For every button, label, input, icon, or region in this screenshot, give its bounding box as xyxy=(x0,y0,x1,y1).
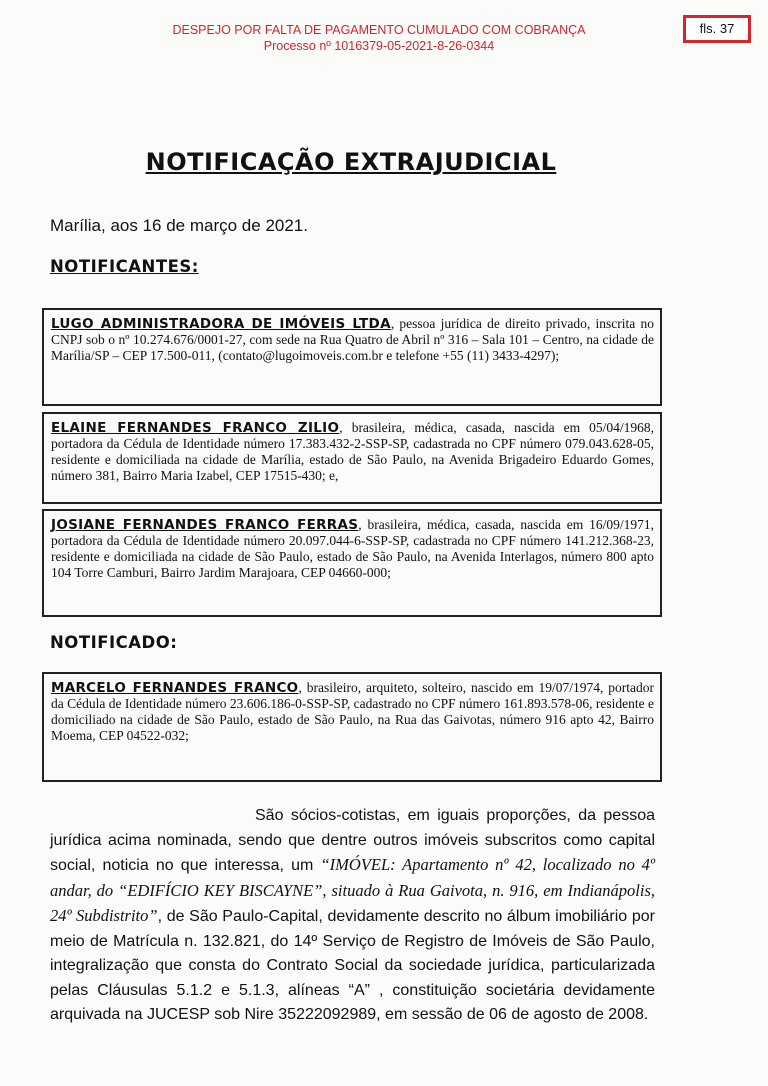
party-details: , brasileira, médica, casada, nascida em 05/04/1968, portadora da Cédula de Identidade número 17.383.432-2-SSP-SP, cadastrada no CPF número 079.043.628-05, residente e domiciliada na cidade de Marília, estado de São Paulo, na Avenida Brigadeiro Eduardo Gomes, número 381, Bairro Maria Izabel, CEP 17515-430; e, xyxy=(51,420,654,483)
document-title: NOTIFICAÇÃO EXTRAJUDICIAL xyxy=(145,148,557,176)
notificantes-heading: NOTIFICANTES: xyxy=(50,257,199,276)
party-name: LUGO ADMINISTRADORA DE IMÓVEIS LTDA xyxy=(51,316,391,332)
page-number-stamp: fls. 37 xyxy=(683,15,751,43)
notificado-box xyxy=(42,672,662,782)
body-paragraph xyxy=(50,804,655,1028)
notificado-heading: NOTIFICADO: xyxy=(50,633,178,652)
body-quote: “IMÓVEL: Apartamento nº 42, localizado no 4º andar, do “EDIFÍCIO KEY BISCAYNE”, situado à Rua Gaivota, n. 916, em Indianápolis, 24º Subdistrito” xyxy=(50,855,656,925)
party-box-company xyxy=(42,308,662,406)
document-header xyxy=(80,22,678,54)
party-box-elaine xyxy=(42,412,662,504)
party-details: , brasileira, médica, casada, nascida em 16/09/1971, portadora da Cédula de Identidade número 20.097.044-6-SSP-SP, cadastrada no CPF número 141.212.368-23, residente e domiciliada na cidade de São Paulo, estado de São Paulo, na Avenida Interlagos, número 800 apto 104 Torre Camburi, Bairro Jardim Marajoara, CEP 04660-000; xyxy=(51,517,654,580)
header-case-type: DESPEJO POR FALTA DE PAGAMENTO CUMULADO COM COBRANÇA xyxy=(172,23,586,37)
notificado-details: , brasileiro, arquiteto, solteiro, nascido em 19/07/1974, portador da Cédula de Identidade número 23.606.186-0-SSP-SP, cadastrado no CPF número 161.893.578-06, residente e domiciliado na cidade de São Paulo, estado de São Paulo, na Rua das Gaivotas, número 916 apto 42, Bairro Moema, CEP 04522-032; xyxy=(51,680,654,743)
body-text-part2: , de São Paulo-Capital, devidamente descrito no álbum imobiliário por meio de Matrícula n. 132.821, do 14º Serviço de Registro de Imóveis de São Paulo, integralização que consta do Contrato Social da sociedade jurídica, particularizada pelas Cláusulas 5.1.2 e 5.1.3, alíneas “A” , constituição societária devidamente arquivada na JUCESP sob Nire 35222092989, em sessão de 06 de agosto de 2008. xyxy=(50,908,655,1023)
party-name: JOSIANE FERNANDES FRANCO FERRAS xyxy=(51,517,359,533)
header-process-number: Processo nº 1016379-05-2021-8-26-0344 xyxy=(263,39,495,53)
party-details: , pessoa jurídica de direito privado, inscrita no CNPJ sob o nº 10.274.676/0001-27, com sede na Rua Quatro de Abril nº 316 – Sala 101 – Centro, na cidade de Marília/SP – CEP 17.500-011, (contato@lugoimoveis.com.br e telefone +55 (11) 3433-4297); xyxy=(51,316,654,363)
notificado-name: MARCELO FERNANDES FRANCO xyxy=(51,680,299,696)
party-name: ELAINE FERNANDES FRANCO ZILIO xyxy=(51,420,340,436)
body-text-part1: São sócios-cotistas, em iguais proporções, da pessoa jurídica acima nominada, sendo que dentre outros imóveis subscritos como capital social, noticia no que interessa, um xyxy=(50,807,655,874)
party-box-josiane xyxy=(42,509,662,617)
date-line: Marília, aos 16 de março de 2021. xyxy=(50,216,308,235)
